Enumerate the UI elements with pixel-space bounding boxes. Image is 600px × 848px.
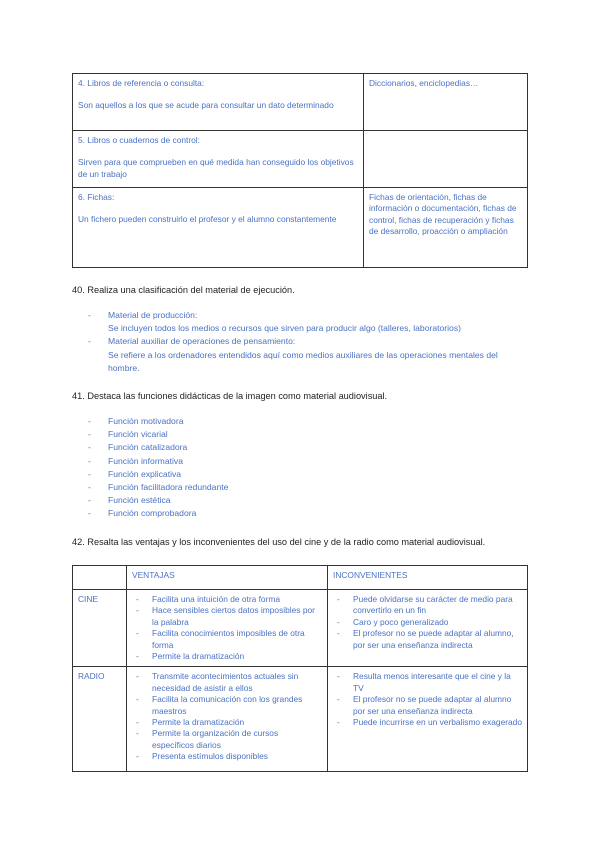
question-40-list: [88, 309, 528, 375]
list-item-description: Se refiere a los ordenadores entendidos aquí como medios auxiliares de las operaciones mentales del hombre.: [108, 349, 498, 373]
list-item: - Presenta estímulos disponibles: [132, 751, 322, 762]
resource-cell: [73, 131, 364, 188]
list-item: - Puede incurrirse en un verbalismo exagerado: [333, 717, 522, 728]
list-item: - Función vicarial: [88, 428, 228, 441]
list-item: [88, 335, 528, 375]
list-item: - Puede olvidarse su carácter de medio para convertirlo en un fin: [333, 594, 522, 617]
list-item-description: Se incluyen todos los medios o recursos que sirven para producir algo (talleres, laboratorios): [108, 323, 461, 334]
media-comparison-table: [72, 565, 528, 772]
resource-heading: 4. Libros de referencia o consulta:: [78, 78, 205, 88]
table-header-row: [73, 566, 528, 590]
resources-table: [72, 73, 528, 268]
header-cell: INCONVENIENTES: [328, 566, 528, 590]
list-item: - Permite la organización de cursos específicos diarios: [132, 728, 322, 751]
list-item: - Permite la dramatización: [132, 717, 322, 728]
ventajas-cell: [127, 590, 328, 667]
list-item: - Permite la dramatización: [132, 651, 322, 662]
question-40-title: 40. Realiza una clasificación del material de ejecución.: [72, 285, 295, 295]
resource-cell: [73, 188, 364, 268]
list-item: - El profesor no se puede adaptar al alumno, por ser una enseñanza indirecta: [333, 628, 522, 651]
header-cell: VENTAJAS: [127, 566, 328, 590]
resource-examples: Diccionarios, enciclopedias…: [364, 74, 528, 131]
table-row: [73, 74, 528, 131]
row-label: RADIO: [73, 667, 127, 772]
resource-heading: 5. Libros o cuadernos de control:: [78, 135, 200, 145]
list-item: - Facilita la comunicación con los grandes maestros: [132, 694, 322, 717]
list-item: - Función explicativa: [88, 468, 228, 481]
list-item-name: - Material auxiliar de operaciones de pensamiento:: [108, 336, 296, 347]
list-item-name: - Material de producción:: [108, 310, 198, 320]
list-item: [88, 309, 528, 335]
resource-description: Sirven para que comprueben en qué medida han conseguido los objetivos de un trabajo: [78, 157, 354, 179]
list-item: - Función catalizadora: [88, 441, 228, 454]
list-item: - Caro y poco generalizado: [333, 617, 522, 628]
list-item: - Función comprobadora: [88, 507, 228, 520]
resource-heading: 6. Fichas:: [78, 192, 115, 202]
resource-examples: [364, 131, 528, 188]
list-item: - Función motivadora: [88, 415, 228, 428]
resource-description: Un fichero pueden construirlo el profesor y el alumno constantemente: [78, 214, 337, 225]
inconvenientes-cell: [328, 590, 528, 667]
list-item: - Función estética: [88, 494, 228, 507]
header-cell: [73, 566, 127, 590]
question-41-list: [88, 415, 228, 521]
ventajas-cell: [127, 667, 328, 772]
list-item: - Resulta menos interesante que el cine y la TV: [333, 671, 522, 694]
list-item: - Transmite acontecimientos actuales sin necesidad de asistir a ellos: [132, 671, 322, 694]
row-label: CINE: [73, 590, 127, 667]
resource-cell: [73, 74, 364, 131]
list-item: - Facilita una intuición de otra forma: [132, 594, 322, 605]
list-item: - El profesor no se puede adaptar al alumno por ser una enseñanza indirecta: [333, 694, 522, 717]
resource-description: Son aquellos a los que se acude para consultar un dato determinado: [78, 100, 334, 111]
list-item: - Facilita conocimientos imposibles de otra forma: [132, 628, 322, 651]
question-41-title: 41. Destaca las funciones didácticas de la imagen como material audiovisual.: [72, 391, 388, 401]
list-item: - Hace sensibles ciertos datos imposibles por la palabra: [132, 605, 322, 628]
table-row: [73, 188, 528, 268]
list-item: - Función informativa: [88, 455, 228, 468]
inconvenientes-cell: [328, 667, 528, 772]
table-row: [73, 667, 528, 772]
table-row: [73, 131, 528, 188]
resource-examples: Fichas de orientación, fichas de información o documentación, fichas de control, fichas de recuperación y fichas de desarrollo, proacción o ampliación: [364, 188, 528, 268]
list-item: - Función facilitadora redundante: [88, 481, 228, 494]
table-row: [73, 590, 528, 667]
question-42-title: 42. Resalta las ventajas y los inconvenientes del uso del cine y de la radio como material audiovisual.: [72, 537, 486, 547]
